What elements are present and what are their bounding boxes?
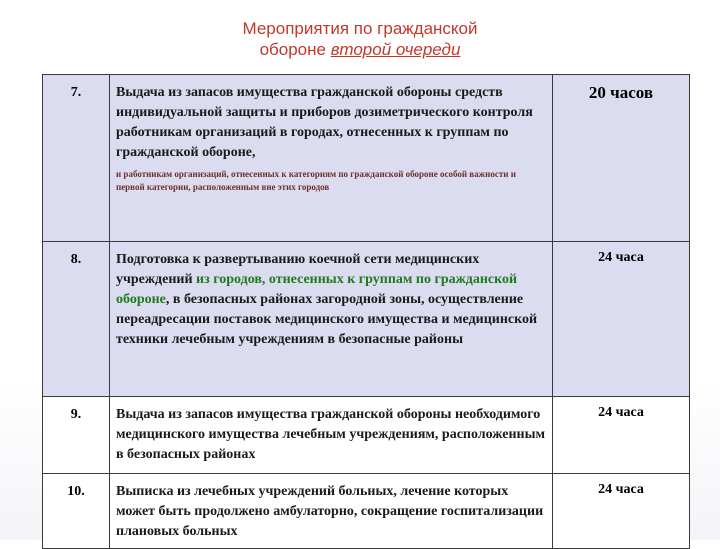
row-text-part-c: , в безопасных районах загородной зоны, осуществление переадресации поставок медицинского имущества и медицинской техники лечебным учреждениям в безопасные районы (116, 292, 538, 347)
row-text: Выписка из лечебных учреждений больных, лечение которых может быть продолжено амбулаторно, сокращение госпитализации плановых больных (116, 484, 544, 539)
table-row (43, 397, 690, 474)
row-text-cell (110, 474, 553, 549)
row-text-highlight: из городов, отнесенных к группам по гражданской обороне (116, 272, 518, 307)
title-line-1: Мероприятия по гражданской (242, 19, 478, 38)
row-hours-cell (553, 242, 690, 397)
row-number-cell (43, 75, 110, 242)
row-number-cell (43, 242, 110, 397)
table-row (43, 242, 690, 397)
row-number-cell (43, 474, 110, 549)
row-text: Выдача из запасов имущества гражданской обороны необходимого медицинского имущества лечебным учреждениям, расположенным в безопасных районах (116, 407, 546, 462)
row-hours-cell (553, 75, 690, 242)
row-number: 10. (67, 484, 85, 499)
row-hours-cell (553, 397, 690, 474)
row-number: 9. (70, 407, 82, 422)
row-text-cell (110, 242, 553, 397)
measures-table (42, 74, 690, 549)
title-line-2 (0, 39, 720, 60)
title-emphasis: второй очереди (330, 40, 461, 59)
row-text-note: и работникам организаций, отнесенных к категориям по гражданской обороне особой важности и первой категории, расположенным вне этих городов (116, 169, 516, 192)
row-number: 8. (70, 252, 82, 267)
page-title (0, 18, 720, 60)
row-hours-cell (553, 474, 690, 549)
row-text-cell (110, 397, 553, 474)
table-row (43, 474, 690, 549)
row-hours: 24 часа (598, 250, 644, 265)
row-text-part-a: Подготовка к развертыванию коечной сети медицинских учреждений (116, 252, 480, 287)
table-row (43, 75, 690, 242)
row-hours: 20 часов (588, 83, 654, 102)
row-number-cell (43, 397, 110, 474)
row-number: 7. (70, 85, 82, 100)
title-line-2-plain: обороне (259, 40, 331, 59)
row-hours: 24 часа (598, 482, 644, 497)
row-hours: 24 часа (598, 405, 644, 420)
row-text-main: Выдача из запасов имущества гражданской обороны средств индивидуальной защиты и приборов дозиметрического контроля работникам организаций в городах, отнесенных к группам по гражданской обороне, (116, 85, 533, 160)
row-text-cell (110, 75, 553, 242)
